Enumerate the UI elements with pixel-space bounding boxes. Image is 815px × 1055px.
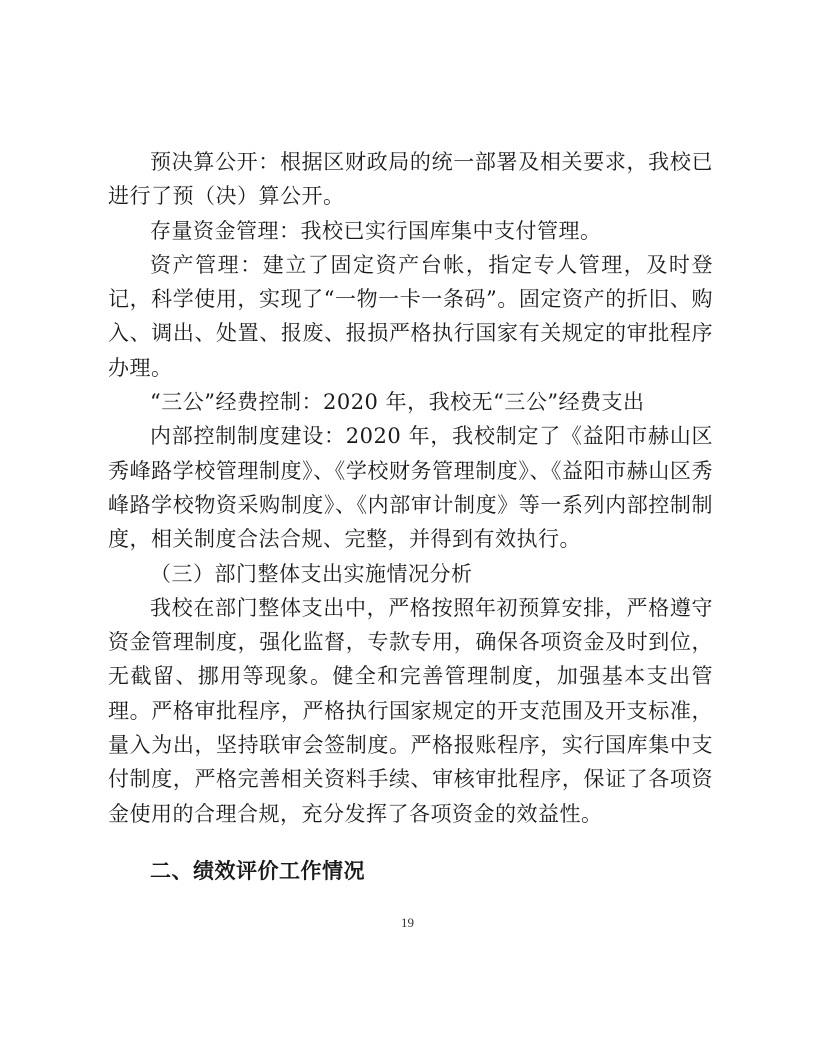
body-text	[108, 145, 713, 831]
paragraph-expenditure-details: 我校在部门整体支出中，严格按照年初预算安排，严格遵守资金管理制度，强化监督，专款专用，确保各项资金及时到位，无截留、挪用等现象。健全和完善管理制度，加强基本支出管理。严格审批程序，严格执行国家规定的开支范围及开支标准，量入为出，坚持联审会签制度。严格报账程序，实行国库集中支付制度，严格完善相关资料手续、审核审批程序，保证了各项资金使用的合理合规，充分发挥了各项资金的效益性。	[108, 595, 713, 826]
paragraph-budget-disclosure: 预决算公开：根据区财政局的统一部署及相关要求，我校已进行了预（决）算公开。	[108, 150, 713, 209]
paragraph-fund-management: 存量资金管理：我校已实行国库集中支付管理。	[150, 218, 602, 243]
paragraph-three-public-expenses: “三公”经费控制：2020 年，我校无“三公”经费支出	[150, 390, 645, 415]
subheading-expenditure-analysis: （三）部门整体支出实施情况分析	[150, 561, 473, 586]
paragraph-internal-control: 内部控制制度建设：2020 年，我校制定了《益阳市赫山区秀峰路学校管理制度》、《学校财务管理制度》、《益阳市赫山区秀峰路学校物资采购制度》、《内部审计制度》等一系列内部控制制度，相关制度合法合规、完整，并得到有效执行。	[108, 424, 713, 552]
paragraph-asset-management: 资产管理：建立了固定资产台帐，指定专人管理，及时登记，科学使用，实现了“一物一卡一条码”。固定资产的折旧、购入、调出、处置、报废、报损严格执行国家有关规定的审批程序办理。	[108, 252, 713, 380]
section-heading: 二、绩效评价工作情况	[150, 859, 365, 883]
page-number: 19	[401, 915, 414, 930]
